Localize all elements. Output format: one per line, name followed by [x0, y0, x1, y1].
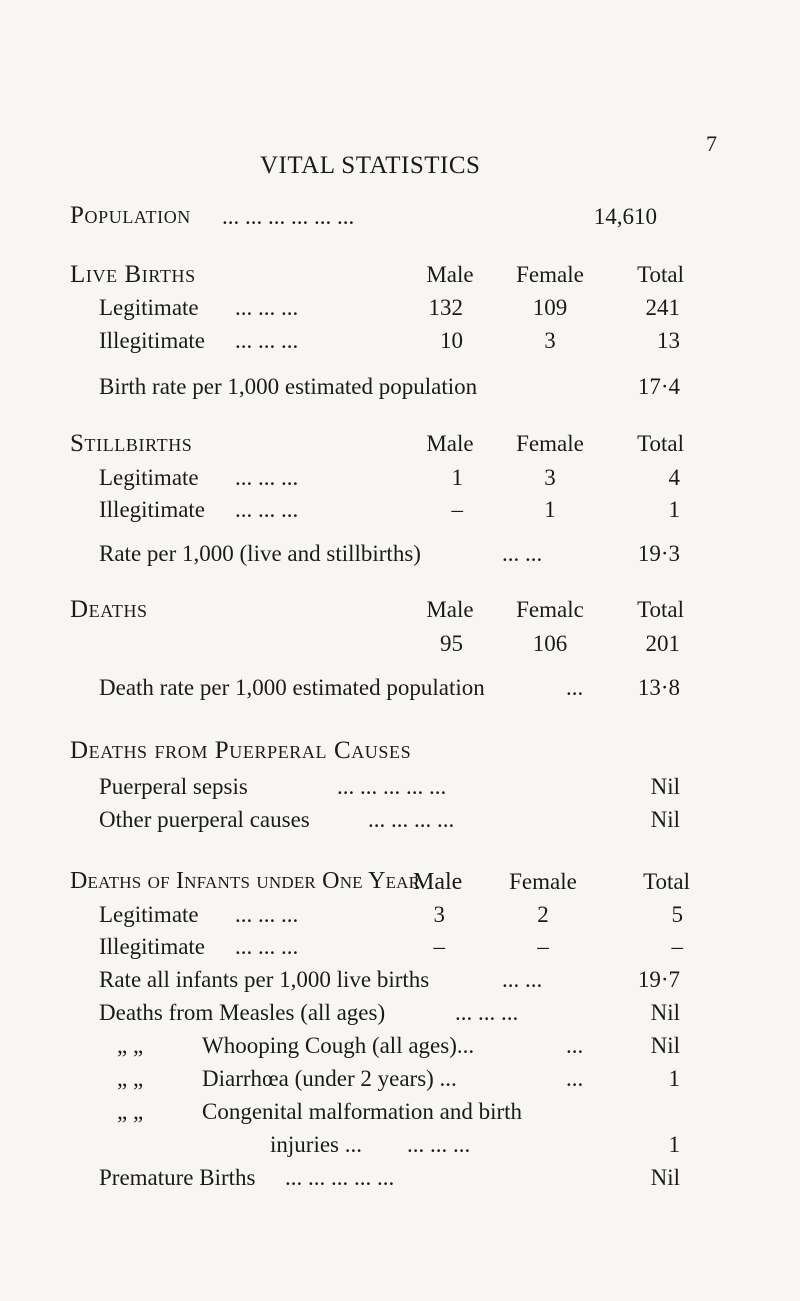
cell-total: 241	[645, 295, 680, 320]
page-number: 7	[706, 131, 717, 156]
cell-female: 3	[544, 328, 556, 353]
row-dots: ... ... ...	[235, 497, 299, 522]
birth-rate-label: Birth rate per 1,000 estimated population	[99, 374, 478, 399]
item-value: Nil	[650, 1033, 680, 1058]
item-value: Nil	[650, 1000, 680, 1025]
death-rate-label: Death rate per 1,000 estimated population	[99, 675, 485, 700]
page-title: VITAL STATISTICS	[260, 152, 481, 179]
item-dots: ... ... ...	[455, 1000, 519, 1025]
cell-total: –	[671, 934, 683, 959]
col-total: Total	[643, 869, 690, 894]
cell-female: 1	[544, 497, 556, 522]
cell-total: 201	[645, 631, 680, 656]
row-label: Puerperal sepsis	[99, 774, 248, 799]
cell-total: 5	[671, 902, 683, 927]
ditto-marks: „ „	[117, 1066, 144, 1091]
stillbirth-rate-value: 19·3	[637, 541, 680, 566]
item-dots: ... ... ...	[407, 1132, 471, 1157]
col-total: Total	[637, 431, 684, 456]
col-female: Female	[509, 869, 577, 894]
row-label: Other puerperal causes	[99, 807, 310, 832]
stillbirth-rate-label: Rate per 1,000 (live and stillbirths)	[99, 541, 421, 566]
item-value: 19·7	[637, 967, 680, 992]
stillbirths-heading: Stillbirths	[70, 430, 193, 457]
row-dots: ... ... ...	[235, 295, 299, 320]
deaths-heading: Deaths	[70, 596, 148, 623]
population-value: 14,610	[593, 204, 657, 229]
col-female: Femalc	[516, 597, 584, 622]
item-dots: ...	[566, 1033, 584, 1058]
col-male: Male	[426, 431, 474, 456]
cell-male: 10	[440, 328, 463, 353]
cell-female: 2	[537, 902, 549, 927]
population-dots: ... ... ... ... ... ...	[222, 204, 355, 229]
row-label: Illegitimate	[99, 934, 206, 959]
col-female: Female	[516, 431, 584, 456]
item-label: Congenital malformation and birth	[202, 1099, 523, 1124]
row-dots: ... ... ...	[235, 328, 299, 353]
col-male: Male	[426, 597, 474, 622]
item-value: 1	[668, 1066, 680, 1091]
row-label: Illegitimate	[99, 497, 206, 522]
row-dots: ... ... ...	[235, 934, 299, 959]
cell-male: –	[433, 934, 445, 959]
premature-births-value: Nil	[650, 1165, 680, 1190]
cell-female: 109	[532, 295, 568, 320]
cell-female: 3	[544, 465, 556, 490]
infants-heading: Deaths of Infants under One Year	[70, 868, 421, 894]
row-dots: ... ... ...	[235, 465, 299, 490]
row-label: Legitimate	[99, 295, 199, 320]
col-total: Total	[637, 597, 684, 622]
item-value: 1	[668, 1132, 680, 1157]
population-label: Population	[70, 202, 191, 229]
premature-births-dots: ... ... ... ... ...	[285, 1165, 395, 1190]
item-label: Diarrhœa (under 2 years) ...	[202, 1066, 457, 1091]
stillbirth-rate-dots: ... ...	[502, 541, 543, 566]
row-label: Illegitimate	[99, 328, 206, 353]
cell-female: –	[537, 934, 549, 959]
cell-total: 13	[657, 328, 680, 353]
cell-female: 106	[532, 631, 568, 656]
row-value: Nil	[650, 774, 680, 799]
item-label: Whooping Cough (all ages)...	[202, 1033, 475, 1058]
item-dots: ... ...	[502, 967, 543, 992]
ditto-marks: „ „	[117, 1099, 144, 1124]
item-label: injuries ...	[270, 1132, 362, 1157]
row-dots: ... ... ... ...	[368, 807, 455, 832]
row-label: Legitimate	[99, 902, 199, 927]
birth-rate-value: 17·4	[637, 374, 680, 399]
item-dots: ...	[566, 1066, 584, 1091]
puerperal-heading: Deaths from Puerperal Causes	[70, 737, 412, 764]
row-label: Legitimate	[99, 465, 199, 490]
cell-total: 1	[668, 497, 680, 522]
premature-births-label: Premature Births	[99, 1165, 256, 1190]
row-dots: ... ... ...	[235, 902, 299, 927]
cell-male: 132	[428, 295, 463, 320]
row-dots: ... ... ... ... ...	[337, 774, 447, 799]
ditto-marks: „ „	[117, 1033, 144, 1058]
col-male: Male	[413, 869, 463, 895]
item-label: Deaths from Measles (all ages)	[99, 1000, 386, 1025]
cell-male: 95	[440, 631, 463, 656]
cell-male: –	[451, 497, 463, 522]
item-label: Rate all infants per 1,000 live births	[99, 967, 430, 992]
col-female: Female	[516, 262, 584, 287]
col-total: Total	[637, 262, 684, 287]
death-rate-dots: ...	[566, 675, 584, 700]
cell-male: 1	[451, 465, 463, 490]
col-male: Male	[426, 262, 474, 287]
death-rate-value: 13·8	[637, 675, 680, 700]
cell-male: 3	[433, 902, 445, 927]
live-births-heading: Live Births	[70, 261, 196, 288]
cell-total: 4	[668, 465, 680, 490]
row-value: Nil	[650, 807, 680, 832]
